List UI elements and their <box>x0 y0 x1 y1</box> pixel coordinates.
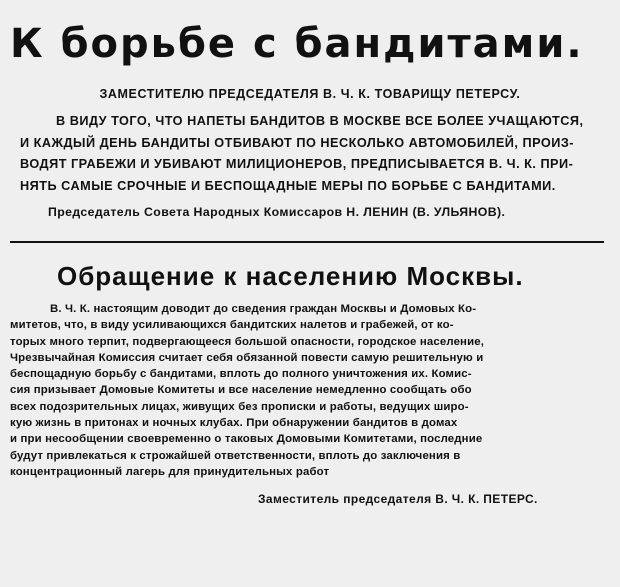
order-line: ВОДЯТ ГРАБЕЖИ И УБИВАЮТ МИЛИЦИОНЕРОВ, ПРЕДПИСЫВАЕТСЯ В. Ч. К. ПРИ- <box>20 157 574 171</box>
appeal-line: кую жизнь в притонах и ночных клубах. При обнаружении бандитов в домах <box>10 417 458 430</box>
peters-signature: Заместитель председателя В. Ч. К. ПЕТЕРС. <box>258 492 538 507</box>
appeal-line: Чрезвычайная Комиссия считает себя обязанной повести самую решительную и <box>10 351 484 364</box>
appeal-line: сия призывает Домовые Комитеты и все население немедленно сообщать обо <box>10 384 472 397</box>
appeal-line: митетов, что, в виду усиливающихся бандитских налетов и грабежей, от ко- <box>10 319 454 332</box>
lenin-order-paragraph <box>20 111 600 197</box>
appeal-line: В. Ч. К. настоящим доводит до сведения граждан Москвы и Домовых Ко- <box>50 303 477 315</box>
order-line: В ВИДУ ТОГО, ЧТО НАПЕТЫ БАНДИТОВ В МОСКВЕ ВСЕ БОЛЕЕ УЧАЩАЮТСЯ, <box>56 114 584 128</box>
appeal-line: и при несообщении своевременно о таковых Домовыми Комитетами, последние <box>10 433 483 446</box>
lenin-signature: Председатель Совета Народных Комиссаров Н. ЛЕНИН (В. УЛЬЯНОВ). <box>48 205 506 219</box>
section-divider <box>10 241 604 243</box>
order-line: И КАЖДЫЙ ДЕНЬ БАНДИТЫ ОТБИВАЮТ ПО НЕСКОЛЬКО АВТОМОБИЛЕЙ, ПРОИЗ- <box>20 135 575 150</box>
cheka-appeal-paragraph <box>10 301 610 480</box>
appeal-line: беспощадную борьбу с бандитами, вплоть до полного уничтожения их. Комис- <box>10 368 472 381</box>
appeal-line: концентрационный лагерь для принудительных работ <box>10 465 330 478</box>
headline-fight-against-bandits: К борьбе с бандитами. <box>10 21 584 67</box>
appeal-line: торых много терпит, подвергающееся большой опасности, городское население, <box>10 335 485 348</box>
appeal-line: всех подозрительных лицах, живущих без прописки и работы, ведущих широ- <box>10 400 469 413</box>
headline-appeal-to-moscow: Обращение к населению Москвы. <box>57 261 524 291</box>
addressee-line: ЗАМЕСТИТЕЛЮ ПРЕДСЕДАТЕЛЯ В. Ч. К. ТОВАРИЩУ ПЕТЕРСУ. <box>99 87 521 101</box>
appeal-line: будут привлекаться к строжайшей ответственности, вплоть до заключения в <box>10 449 461 462</box>
order-line: НЯТЬ САМЫЕ СРОЧНЫЕ И БЕСПОЩАДНЫЕ МЕРЫ ПО БОРЬБЕ С БАНДИТАМИ. <box>20 178 556 193</box>
